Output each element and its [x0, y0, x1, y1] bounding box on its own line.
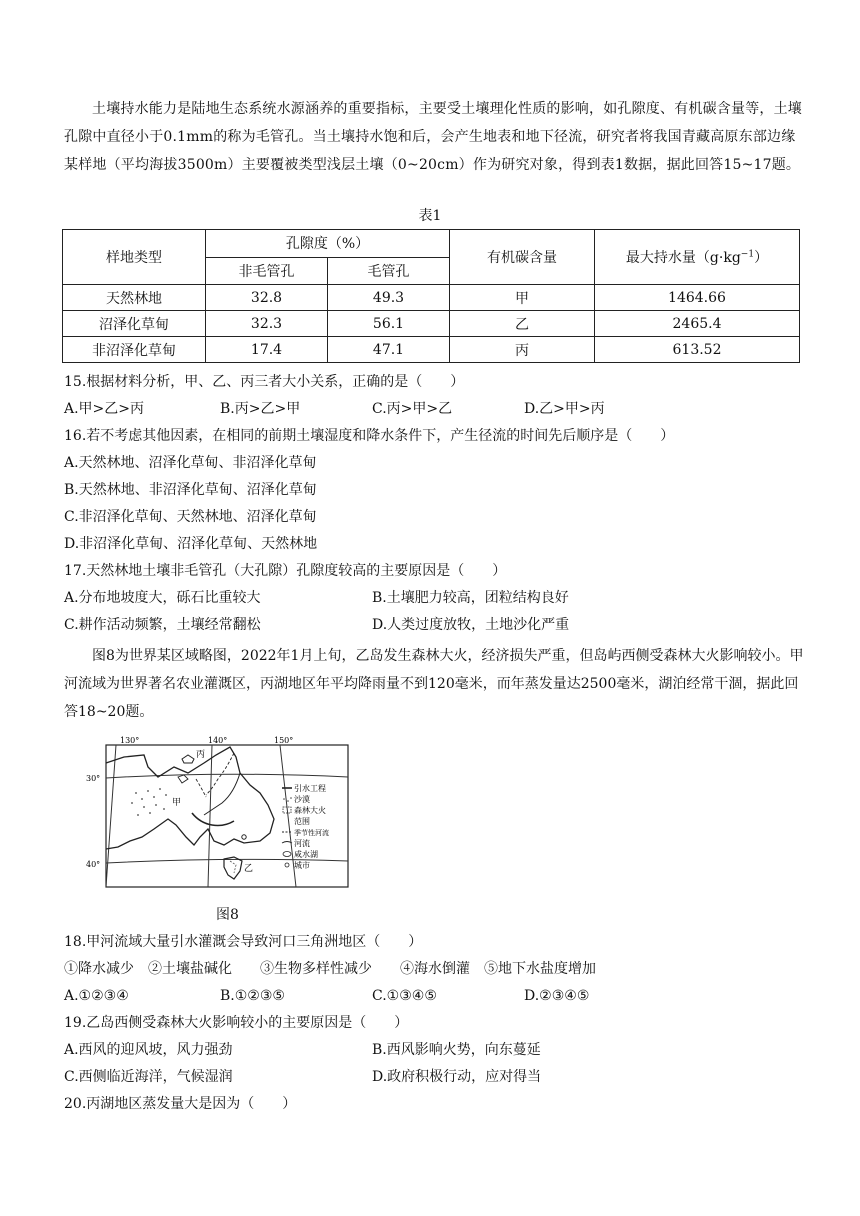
figure-caption: 图8 [216, 907, 239, 923]
option-b: B.丙>乙>甲 [220, 401, 301, 417]
question-18-items: ①降水减少 ②土壤盐碱化 ③生物多样性减少 ④海水倒灌 ⑤地下水盐度增加 [64, 961, 596, 977]
longitude-140-label: 140° [208, 736, 228, 745]
option-d: D.人类过度放牧，土地沙化严重 [372, 617, 570, 633]
legend-desert: 沙漠 [294, 795, 310, 804]
table-header-row [63, 230, 800, 258]
option-b: B.土壤肥力较高，团粒结构良好 [372, 590, 569, 606]
option-c: C.①③④⑤ [372, 988, 437, 1004]
place-yi: 乙 [244, 864, 254, 874]
option-d: D.②③④⑤ [524, 988, 590, 1004]
header-max-water-end: ） [754, 250, 769, 266]
cell-type: 天然林地 [63, 285, 206, 311]
question-18-options [64, 986, 804, 1006]
soil-data-table [62, 229, 800, 363]
question-19-options-row1 [64, 1040, 804, 1060]
cell-type: 沼泽化草甸 [63, 311, 206, 337]
map-frame [106, 745, 348, 887]
intro-paragraph-18-20: 图8为世界某区域略图，2022年1月上旬，乙岛发生森林大火，经济损失严重，但岛屿西侧受森林大火影响较小。甲河流域为世界著名农业灌溉区，丙湖地区年平均降雨量不到120毫米，而年蒸发量达2500毫米，湖泊经常干涸，据此回答18~20题。 [64, 648, 804, 720]
cell-cap: 49.3 [328, 285, 450, 311]
option-b: B.天然林地、非沼泽化草甸、沼泽化草甸 [64, 482, 317, 498]
option-a: A.天然林地、沼泽化草甸、非沼泽化草甸 [64, 455, 317, 471]
question-15-options [64, 399, 804, 419]
cell-carbon: 丙 [450, 337, 595, 363]
header-porosity: 孔隙度（%） [206, 230, 450, 258]
header-max-water [595, 230, 800, 285]
option-a: A.甲>乙>丙 [64, 401, 145, 417]
option-c: C.非沼泽化草甸、天然林地、沼泽化草甸 [64, 509, 317, 525]
cell-noncap: 32.3 [206, 311, 328, 337]
header-max-water-exponent: −1 [740, 249, 755, 260]
question-17: 17.天然林地土壤非毛管孔（大孔隙）孔隙度较高的主要原因是（ ） [64, 563, 507, 579]
question-17-options-row1 [64, 588, 804, 608]
legend-river: 河流 [294, 839, 310, 848]
intro-paragraph-15-17: 土壤持水能力是陆地生态系统水源涵养的重要指标，主要受土壤理化性质的影响，如孔隙度、有机碳含量等，土壤孔隙中直径小于0.1mm的称为毛管孔。当土壤持水饱和后，会产生地表和地下径流，研究者将我国青藏高原东部边缘某样地（平均海拔3500m）主要覆被类型浅层土壤（0~20cm）作为研究对象，得到表1数据，据此回答15~17题。 [64, 101, 802, 173]
option-d: D.政府积极行动，应对得当 [372, 1069, 542, 1085]
cell-water: 613.52 [595, 337, 800, 363]
question-15: 15.根据材料分析，甲、乙、丙三者大小关系，正确的是（ ） [64, 374, 465, 390]
cell-water: 1464.66 [595, 285, 800, 311]
legend-forest-fire: 森林大火 [294, 806, 326, 815]
option-b: B.①②③⑤ [220, 988, 285, 1004]
option-d: D.非沼泽化草甸、沼泽化草甸、天然林地 [64, 536, 318, 552]
city-marker [242, 835, 246, 839]
header-organic-carbon: 有机碳含量 [450, 230, 595, 285]
longitude-150-label: 150° [274, 736, 294, 745]
cell-carbon: 甲 [450, 285, 595, 311]
option-a: A.分布地坡度大，砾石比重较大 [64, 590, 261, 606]
legend-salt-lake: 咸水湖 [294, 850, 318, 859]
region-map-figure [84, 733, 352, 893]
table-row [63, 285, 800, 311]
cell-carbon: 乙 [450, 311, 595, 337]
cell-noncap: 17.4 [206, 337, 328, 363]
place-jia: 甲 [172, 798, 182, 808]
question-18: 18.甲河流域大量引水灌溉会导致河口三角洲地区（ ） [64, 934, 423, 950]
cell-cap: 47.1 [328, 337, 450, 363]
question-17-options-row2 [64, 615, 804, 635]
legend-seasonal-river: 季节性河流 [294, 829, 329, 837]
header-noncapillary: 非毛管孔 [206, 257, 328, 285]
latitude-30-label: 30° [86, 774, 101, 783]
table-row [63, 337, 800, 363]
option-c: C.西侧临近海洋，气候湿润 [64, 1069, 233, 1085]
option-c: C.耕作活动频繁，土壤经常翻松 [64, 617, 261, 633]
option-c: C.丙>甲>乙 [372, 401, 453, 417]
option-d: D.乙>甲>丙 [524, 401, 605, 417]
legend-diversion: 引水工程 [294, 784, 326, 793]
cell-water: 2465.4 [595, 311, 800, 337]
latitude-40-label: 40° [86, 860, 101, 869]
cell-type: 非沼泽化草甸 [63, 337, 206, 363]
legend-fire-range: 范围 [294, 817, 310, 826]
question-19: 19.乙岛西侧受森林大火影响较小的主要原因是（ ） [64, 1015, 409, 1031]
question-16: 16.若不考虑其他因素，在相同的前期土壤湿度和降水条件下，产生径流的时间先后顺序是（ ） [64, 428, 675, 444]
header-max-water-label: 最大持水量（g·kg [625, 250, 741, 266]
cell-cap: 56.1 [328, 311, 450, 337]
question-20: 20.丙湖地区蒸发量大是因为（ ） [64, 1096, 297, 1112]
cell-noncap: 32.8 [206, 285, 328, 311]
header-sample-type: 样地类型 [63, 230, 206, 285]
header-capillary: 毛管孔 [328, 257, 450, 285]
question-19-options-row2 [64, 1067, 804, 1087]
legend-city: 城市 [294, 861, 310, 870]
place-bing: 丙 [196, 750, 206, 760]
table-caption: 表1 [418, 208, 442, 224]
option-a: A.①②③④ [64, 988, 129, 1004]
option-a: A.西风的迎风坡，风力强劲 [64, 1042, 233, 1058]
table-row [63, 311, 800, 337]
longitude-130-label: 130° [120, 736, 140, 745]
option-b: B.西风影响火势，向东蔓延 [372, 1042, 541, 1058]
